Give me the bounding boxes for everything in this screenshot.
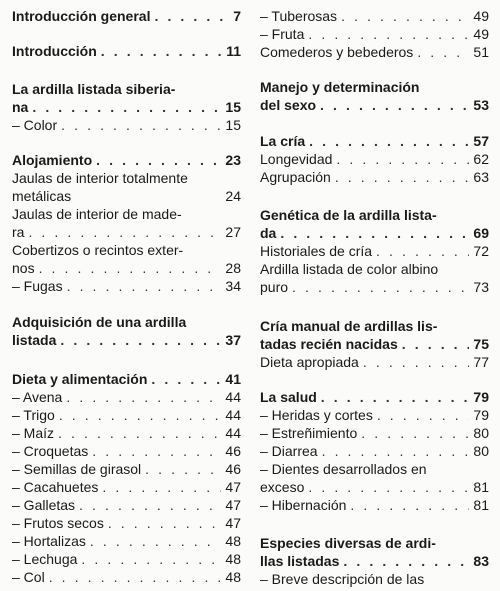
toc-entry-jaulas-de-interior-de-made <box>12 205 241 223</box>
toc-entry-title: La ardilla listada siberia- <box>12 81 176 97</box>
toc-entry-title: – Cacahuetes <box>12 479 99 495</box>
toc-page-number: 79 <box>473 407 489 423</box>
toc-entry-tadas-recien-nacidas <box>260 335 489 353</box>
toc-entry-title: del sexo <box>260 97 317 113</box>
toc-page-number: 83 <box>473 553 489 569</box>
toc-entry-comederos-y-bebederos <box>260 43 489 61</box>
toc-entry-maiz <box>12 424 241 442</box>
toc-entry-title: Manejo y determinación <box>260 79 420 95</box>
toc-entry-cacahuetes <box>12 478 241 496</box>
toc-entry-cobertizos-o-recintos-exter <box>12 241 241 259</box>
toc-entry-la-cria <box>260 132 489 150</box>
dot-leader <box>402 335 470 353</box>
toc-entry-breve-descripcion-de-las <box>260 570 489 588</box>
toc-entry-metalicas <box>12 187 241 205</box>
toc-entry-title: – Fruta <box>260 26 305 42</box>
dot-leader <box>343 552 469 570</box>
toc-page-number: 62 <box>473 151 489 167</box>
toc-entry-dieta-apropiada <box>260 353 489 371</box>
toc-entry-agrupacion <box>260 168 489 186</box>
toc-entry-title: – Croquetas <box>12 443 89 459</box>
toc-page-number: 80 <box>473 425 489 441</box>
dot-leader <box>81 550 221 568</box>
toc-entry-title: – Color <box>12 117 58 133</box>
toc-entry-heridas-y-cortes <box>260 406 489 424</box>
toc-page-number: 63 <box>473 169 489 185</box>
toc-entry-fruta <box>260 25 489 43</box>
toc-entry-title: – Col <box>12 569 45 585</box>
toc-entry-title: – Heridas y cortes <box>260 407 373 423</box>
dot-leader <box>308 478 469 496</box>
dot-leader <box>417 43 469 61</box>
toc-page-number: 44 <box>225 425 241 441</box>
toc-entry-la-ardilla-listada-siberia <box>12 80 241 98</box>
toc-entry-title: da <box>260 225 277 241</box>
toc-entry-title: listada <box>12 332 57 348</box>
toc-entry-title: llas listadas <box>260 553 340 569</box>
dot-leader <box>322 442 470 460</box>
toc-page-number: 28 <box>225 260 241 276</box>
toc-entry-hortalizas <box>12 532 241 550</box>
toc-entry-title: Alojamiento <box>12 152 93 168</box>
dot-leader <box>66 388 221 406</box>
toc-page-number: 44 <box>225 389 241 405</box>
toc-page-number: 47 <box>225 479 241 495</box>
toc-entry-dientes-desarrollados-en <box>260 460 489 478</box>
toc-entry-frutos-secos <box>12 514 241 532</box>
toc-entry-alojamiento <box>12 151 241 169</box>
toc-page-number: 48 <box>225 533 241 549</box>
toc-entry-title: nos <box>12 260 35 276</box>
toc-entry-title: Comederos y bebederos <box>260 44 414 60</box>
dot-leader <box>341 7 469 25</box>
dot-leader <box>61 116 221 134</box>
toc-entry-introduccion-general <box>12 7 241 25</box>
toc-entry-fugas <box>12 277 241 295</box>
toc-page-number: 15 <box>225 99 241 115</box>
toc-entry-especies-diversas-de-ardi <box>260 534 489 552</box>
toc-entry-title: – Trigo <box>12 407 55 423</box>
toc-page-number: 49 <box>473 26 489 42</box>
toc-entry-avena <box>12 388 241 406</box>
toc-page-number: 81 <box>473 479 489 495</box>
dot-leader <box>154 7 223 25</box>
dot-leader <box>335 168 470 186</box>
dot-leader <box>28 223 221 241</box>
toc-entry-title: Cobertizos o recintos exter- <box>12 242 184 258</box>
toc-entry-dieta-y-alimentacion <box>12 370 241 388</box>
dot-leader <box>309 132 469 150</box>
toc-entry-diarrea <box>260 442 489 460</box>
toc-page-number: 15 <box>225 117 241 133</box>
toc-entry-jaulas-de-interior-totalmente <box>12 169 241 187</box>
toc-entry-na <box>12 98 241 116</box>
toc-page-number: 49 <box>473 8 489 24</box>
toc-entry-puro <box>260 278 489 296</box>
toc-entry-title: metálicas <box>12 188 72 204</box>
dot-leader <box>59 406 222 424</box>
toc-entry-title: ra <box>12 224 25 240</box>
toc-entry-color <box>12 116 241 134</box>
dot-leader <box>377 406 470 424</box>
toc-page-number: 23 <box>225 152 241 168</box>
toc-entry-da <box>260 224 489 242</box>
dot-leader <box>32 98 221 116</box>
toc-page-number: 72 <box>473 243 489 259</box>
toc-page-number: 48 <box>225 551 241 567</box>
toc-entry-hibernacion <box>260 496 489 514</box>
toc-entry-title: Introducción <box>12 43 97 59</box>
dot-leader <box>376 242 469 260</box>
dot-leader <box>151 370 221 388</box>
toc-page-number: 11 <box>226 43 241 59</box>
toc-page-number: 27 <box>225 224 241 240</box>
toc-entry-title: – Estreñimiento <box>260 425 358 441</box>
toc-entry-ra <box>12 223 241 241</box>
toc-entry-title: – Semillas de girasol <box>12 461 142 477</box>
toc-page-number: 44 <box>225 407 241 423</box>
toc-entry-title: – Hortalizas <box>12 533 86 549</box>
toc-page-number: 57 <box>473 133 489 149</box>
toc-entry-title: Ardilla listada de color albino <box>260 261 439 277</box>
toc-page-number: 47 <box>225 497 241 513</box>
toc-entry-nos <box>12 259 241 277</box>
toc-entry-title: Jaulas de interior totalmente <box>12 170 188 186</box>
toc-page-number: 46 <box>225 443 241 459</box>
toc-page-number: 53 <box>473 97 489 113</box>
dot-leader <box>336 150 469 168</box>
toc-page-number: 77 <box>473 354 489 370</box>
toc-entry-exceso <box>260 478 489 496</box>
toc-entry-title: – Avena <box>12 389 63 405</box>
toc-page-number: 47 <box>225 515 241 531</box>
dot-leader <box>363 353 470 371</box>
toc-page-number: 80 <box>473 443 489 459</box>
toc-entry-title: – Fugas <box>12 278 63 294</box>
dot-leader <box>79 496 221 514</box>
dot-leader <box>321 388 470 406</box>
toc-page-number: 51 <box>473 44 489 60</box>
toc-entry-title: Dieta y alimentación <box>12 371 148 387</box>
dot-leader <box>102 478 221 496</box>
dot-leader <box>39 259 222 277</box>
dot-leader <box>96 151 221 169</box>
toc-entry-title: – Frutos secos <box>12 515 104 531</box>
toc-page-number: 48 <box>225 569 241 585</box>
toc-entry-title: Agrupación <box>260 169 331 185</box>
dot-leader <box>108 514 222 532</box>
dot-leader <box>361 424 469 442</box>
dot-leader <box>60 331 221 349</box>
toc-entry-title: Adquisición de una ardilla <box>12 314 187 330</box>
toc-entry-tuberosas <box>260 7 489 25</box>
dot-leader <box>49 568 222 586</box>
toc-entry-title: exceso <box>260 479 305 495</box>
toc-entry-estrenimiento <box>260 424 489 442</box>
toc-entry-title: Dieta apropiada <box>260 354 359 370</box>
toc-entry-title: Historiales de cría <box>260 243 373 259</box>
dot-leader <box>320 96 469 114</box>
toc-entry-title: – Dientes desarrollados en <box>260 461 427 477</box>
toc-entry-title: Genética de la ardilla lista- <box>260 207 437 223</box>
toc-entry-adquisicion-de-una-ardilla <box>12 313 241 331</box>
toc-entry-title: – Tuberosas <box>260 8 338 24</box>
toc-entry-title: La cría <box>260 133 306 149</box>
toc-entry-cria-manual-de-ardillas-lis <box>260 317 489 335</box>
toc-entry-title: Cría manual de ardillas lis- <box>260 318 438 334</box>
toc-entry-croquetas <box>12 442 241 460</box>
toc-page-number: 34 <box>225 278 241 294</box>
toc-page-number: 37 <box>225 332 241 348</box>
toc-entry-title: – Lechuga <box>12 551 78 567</box>
toc-entry-title: Introducción general <box>12 8 151 24</box>
toc-page-number: 73 <box>473 279 489 295</box>
toc-entry-longevidad <box>260 150 489 168</box>
toc-entry-title: La salud <box>260 389 317 405</box>
toc-page-number: 69 <box>473 225 489 241</box>
dot-leader <box>292 278 469 296</box>
toc-entry-del-sexo <box>260 96 489 114</box>
toc-page-number: 41 <box>225 371 241 387</box>
toc-entry-listada <box>12 331 241 349</box>
toc-entry-trigo <box>12 406 241 424</box>
toc-entry-title: na <box>12 99 29 115</box>
toc-page-number: 81 <box>473 497 489 513</box>
toc-page-number: 24 <box>225 188 241 204</box>
toc-page-number: 79 <box>473 389 489 405</box>
toc-entry-ardilla-listada-de-color-albino <box>260 260 489 278</box>
toc-page-number: 75 <box>473 336 489 352</box>
dot-leader <box>92 442 221 460</box>
dot-leader <box>101 42 222 60</box>
toc-entry-title: – Diarrea <box>260 443 318 459</box>
dot-leader <box>350 496 469 514</box>
toc-entry-title: – Breve descripción de las <box>260 571 425 587</box>
toc-entry-manejo-y-determinacion <box>260 78 489 96</box>
dot-leader <box>90 532 222 550</box>
toc-entry-title: Longevidad <box>260 151 333 167</box>
toc-entry-title: – Maíz <box>12 425 55 441</box>
toc-entry-title: – Galletas <box>12 497 76 513</box>
toc-entry-title: puro <box>260 279 289 295</box>
toc-entry-semillas-de-girasol <box>12 460 241 478</box>
toc-entry-llas-listadas <box>260 552 489 570</box>
dot-leader <box>67 277 222 295</box>
toc-entry-title: Jaulas de interior de made- <box>12 206 182 222</box>
toc-entry-lechuga <box>12 550 241 568</box>
toc-entry-title: tadas recién nacidas <box>260 336 398 352</box>
toc-entry-introduccion <box>12 42 241 60</box>
toc-page-number: 46 <box>225 461 241 477</box>
toc-page-number: 7 <box>233 8 241 24</box>
toc-entry-col <box>12 568 241 586</box>
toc-entry-historiales-de-cria <box>260 242 489 260</box>
dot-leader <box>308 25 469 43</box>
dot-leader <box>145 460 221 478</box>
dot-leader <box>280 224 469 242</box>
toc-entry-la-salud <box>260 388 489 406</box>
toc-entry-galletas <box>12 496 241 514</box>
toc-entry-genetica-de-la-ardilla-lista <box>260 206 489 224</box>
toc-entry-title: Especies diversas de ardi- <box>260 535 436 551</box>
toc-entry-title: – Hibernación <box>260 497 347 513</box>
dot-leader <box>58 424 221 442</box>
